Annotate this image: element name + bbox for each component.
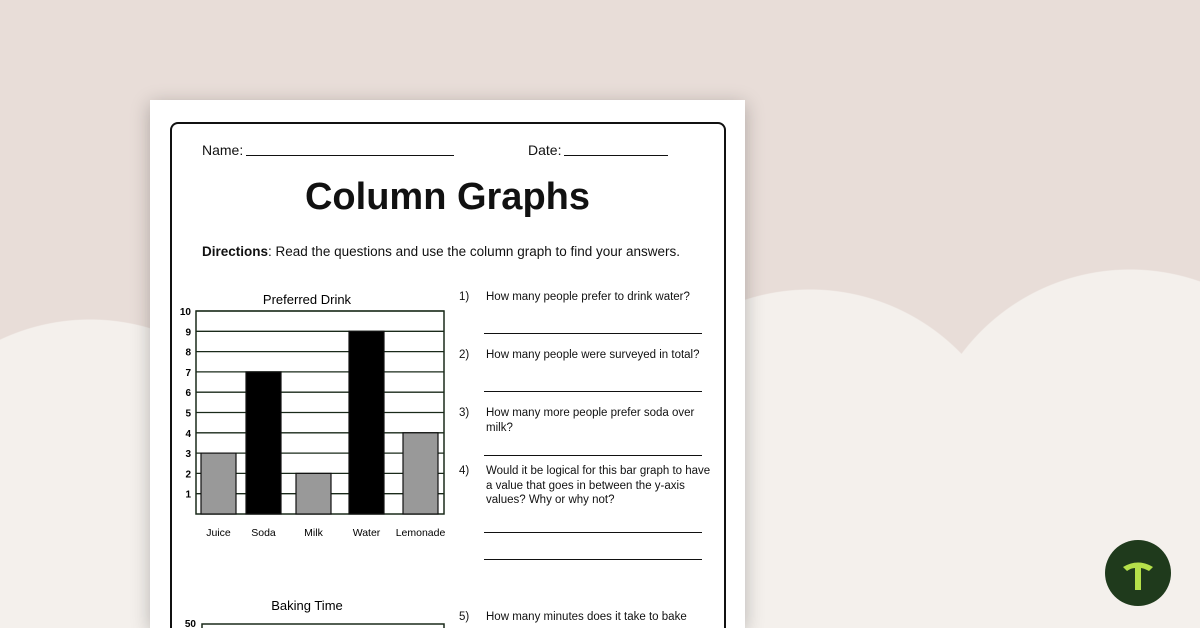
- y-tick-label: 9: [185, 327, 191, 339]
- y-tick-label: 2: [185, 469, 191, 481]
- answer-line-4[interactable]: [484, 559, 702, 560]
- baking-time-chart: [170, 590, 460, 628]
- date-line[interactable]: [564, 155, 668, 156]
- question-text: How many more people prefer soda over milk?: [486, 407, 695, 434]
- plot-area: [202, 624, 444, 628]
- x-tick-label: Soda: [251, 527, 276, 539]
- answer-line-4[interactable]: [484, 532, 702, 533]
- x-tick-label: Milk: [304, 527, 323, 539]
- bar-milk: [296, 473, 331, 514]
- worksheet-page: [150, 100, 745, 628]
- directions-text: : Read the questions and use the column graph to find your answers.: [268, 244, 681, 259]
- logo-t-icon: [1105, 540, 1171, 606]
- x-tick-label: Juice: [206, 527, 231, 539]
- answer-line-2[interactable]: [484, 391, 702, 392]
- question-text: How many people were surveyed in total?: [486, 349, 700, 361]
- question-number: 5): [459, 611, 470, 623]
- name-label: Name:: [202, 142, 244, 158]
- chart-title: Preferred Drink: [262, 292, 352, 307]
- preferred-drink-chart: [170, 285, 460, 545]
- y-tick-label: 5: [185, 408, 191, 420]
- question-number: 3): [459, 407, 470, 419]
- directions: [202, 244, 680, 259]
- question-number: 2): [459, 349, 470, 361]
- question-text: How many people prefer to drink water?: [486, 291, 690, 303]
- question-number: 4): [459, 465, 470, 477]
- question-text: Would it be logical for this bar graph to have a value that goes in between the y-axis values? Why or why not?: [486, 465, 711, 506]
- bar-soda: [246, 372, 281, 514]
- bar-water: [349, 331, 384, 514]
- answer-line-3[interactable]: [484, 455, 702, 456]
- y-tick-label: 4: [185, 428, 191, 440]
- bar-lemonade: [403, 433, 438, 514]
- x-tick-label: Water: [352, 527, 381, 539]
- question-text: How many minutes does it take to bake: [486, 611, 687, 623]
- chart-title: Baking Time: [271, 598, 343, 613]
- y-tick-label: 7: [185, 367, 191, 379]
- page-title: Column Graphs: [304, 176, 591, 218]
- y-tick-label: 3: [185, 449, 191, 461]
- bar-juice: [201, 453, 236, 514]
- x-tick-label: Lemonade: [395, 527, 446, 539]
- y-tick-label: 50: [184, 619, 196, 628]
- date-label: Date:: [528, 142, 562, 158]
- y-tick-label: 1: [185, 489, 191, 501]
- answer-line-1[interactable]: [484, 333, 702, 334]
- directions-label: Directions: [202, 244, 269, 259]
- question-number: 1): [459, 291, 470, 303]
- y-tick-label: 8: [185, 347, 191, 359]
- y-tick-label: 10: [179, 307, 191, 318]
- y-tick-label: 6: [185, 388, 191, 400]
- brand-logo: [1105, 540, 1171, 606]
- name-line[interactable]: [246, 155, 454, 156]
